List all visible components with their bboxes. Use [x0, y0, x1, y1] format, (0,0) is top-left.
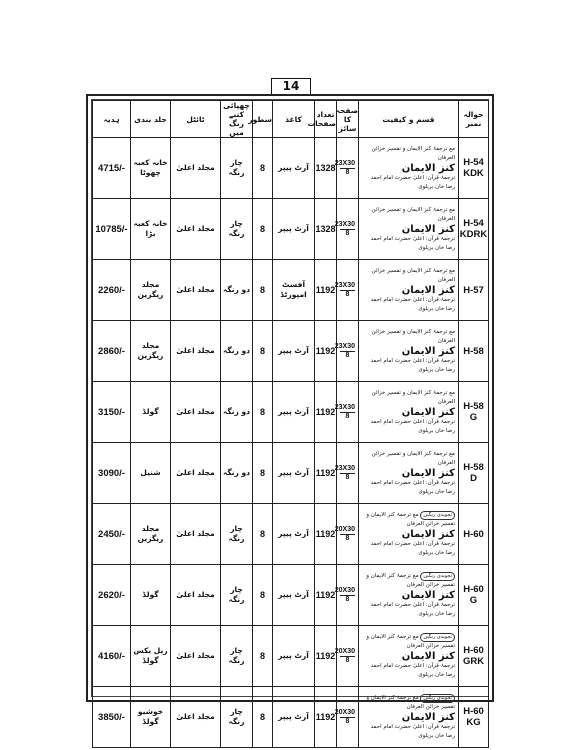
paper-cell: آرٹ پیپر	[273, 382, 315, 443]
header-desc: قسم و کیفیت	[359, 101, 459, 138]
size-fraction-bottom: 8	[345, 534, 350, 542]
ref-suffix: G	[469, 412, 478, 423]
desc-subtitle: مع ترجمۂ کنز الایمان و تفسیر خزائن العرفان	[366, 572, 455, 588]
header-ref: حوالہ نمبر	[459, 101, 489, 138]
catalog-table	[92, 100, 489, 748]
size-cell	[334, 199, 359, 260]
size-fraction-bottom: 8	[345, 412, 350, 420]
header-price: ہدیہ	[93, 101, 131, 138]
title-cell: مجلد اعلیٰ	[171, 321, 221, 382]
desc-subtitle: مع ترجمۂ کنز الایمان و تفسیر خزائن العرفان	[366, 633, 455, 649]
desc-title: کنز الایمان	[401, 711, 455, 723]
ref-suffix: G	[469, 595, 478, 606]
tajweed-badge: تجویدی رنگین	[420, 694, 455, 703]
print-cell: دو رنگہ	[221, 260, 253, 321]
size-fraction-bottom: 8	[345, 595, 350, 603]
header-lines: سطور	[253, 101, 273, 138]
ref-suffix: KDK	[463, 168, 484, 179]
desc-cell	[359, 321, 459, 382]
table-row	[93, 138, 489, 199]
desc-title: کنز الایمان	[401, 467, 455, 479]
print-cell: دو رنگہ	[221, 321, 253, 382]
desc-cell	[359, 199, 459, 260]
desc-subtitle: مع ترجمۂ کنز الایمان و تفسیر خزائن العرفان	[371, 389, 455, 405]
ref-suffix: KDRK	[459, 229, 488, 240]
print-cell: دو رنگہ	[221, 443, 253, 504]
lines-cell: 8	[253, 260, 273, 321]
table-row	[93, 260, 489, 321]
desc-line-1	[362, 511, 455, 529]
print-cell: چار رنگہ	[221, 687, 253, 748]
ref-code: H-60	[463, 706, 484, 717]
title-cell: مجلد اعلیٰ	[171, 199, 221, 260]
title-cell: مجلد اعلیٰ	[171, 504, 221, 565]
binding-cell: مجلد ریگزین	[131, 504, 171, 565]
paper-cell: آرٹ پیپر	[273, 687, 315, 748]
print-cell: چار رنگہ	[221, 626, 253, 687]
desc-line-3: ترجمۂ قرآن: اعلیٰ حضرت امام احمد رضا خان بریلوی	[370, 662, 455, 678]
binding-cell: خانہ کعبہ بڑا	[131, 199, 171, 260]
desc-line-3: ترجمۂ قرآن: اعلیٰ حضرت امام احمد رضا خان بریلوی	[370, 418, 455, 434]
binding-cell: شنیل	[131, 443, 171, 504]
size-cell	[334, 382, 359, 443]
lines-cell: 8	[253, 199, 273, 260]
size-fraction-bottom: 8	[345, 473, 350, 481]
size-cell	[334, 504, 359, 565]
desc-subtitle: مع ترجمۂ کنز الایمان و تفسیر خزائن العرفان	[366, 694, 455, 710]
lines-cell: 8	[253, 626, 273, 687]
size-fraction-bottom: 8	[345, 351, 350, 359]
size-cell	[334, 626, 359, 687]
title-cell: مجلد اعلیٰ	[171, 565, 221, 626]
lines-cell: 8	[253, 687, 273, 748]
size-fraction-top: 20X30	[334, 586, 355, 594]
table-row	[93, 504, 489, 565]
desc-line-1	[362, 694, 455, 712]
size-cell	[334, 565, 359, 626]
pages-cell: 1192	[315, 565, 337, 626]
header-binding: جلد بندی	[131, 101, 171, 138]
header-paper: کاغذ	[273, 101, 315, 138]
price-cell: 2860/-	[93, 321, 131, 382]
pages-cell: 1192	[315, 687, 337, 748]
tajweed-badge: تجویدی رنگین	[420, 633, 455, 642]
ref-cell	[459, 260, 489, 321]
desc-subtitle: مع ترجمۂ کنز الایمان و تفسیر خزائن العرفان	[366, 511, 455, 527]
size-cell	[334, 260, 359, 321]
desc-line-3: ترجمۂ قرآن: اعلیٰ حضرت امام احمد رضا خان بریلوی	[370, 479, 455, 495]
size-fraction-top: 20X30	[334, 647, 355, 655]
header-row	[93, 101, 489, 138]
ref-code: H-54	[463, 218, 484, 229]
paper-cell: آرٹ پیپر	[273, 504, 315, 565]
size-fraction-bottom: 8	[345, 290, 350, 298]
pages-cell: 1192	[315, 504, 337, 565]
table-row	[93, 565, 489, 626]
size-fraction-top: 23X30	[334, 403, 355, 411]
paper-cell: آرٹ پیپر	[273, 321, 315, 382]
table-row	[93, 687, 489, 748]
desc-line-3: ترجمۂ قرآن: اعلیٰ حضرت امام احمد رضا خان بریلوی	[370, 540, 455, 556]
lines-cell: 8	[253, 321, 273, 382]
ref-code: H-60	[463, 645, 484, 656]
desc-cell	[359, 138, 459, 199]
table-body	[93, 138, 489, 748]
print-cell: چار رنگہ	[221, 199, 253, 260]
size-fraction-top: 23X30	[334, 220, 355, 228]
ref-code: H-58	[463, 345, 484, 357]
desc-line-1	[362, 572, 455, 590]
size-cell	[334, 138, 359, 199]
size-fraction-top: 23X30	[334, 342, 355, 350]
price-cell: 2620/-	[93, 565, 131, 626]
price-cell: 3150/-	[93, 382, 131, 443]
desc-subtitle: مع ترجمۂ کنز الایمان و تفسیر خزائن العرفان	[371, 206, 455, 222]
size-fraction-top: 23X30	[334, 281, 355, 289]
price-cell: 4160/-	[93, 626, 131, 687]
paper-cell: آرٹ پیپر	[273, 138, 315, 199]
size-fraction-top: 23X30	[334, 464, 355, 472]
table-row	[93, 321, 489, 382]
binding-cell: خوشبو گولڈ	[131, 687, 171, 748]
desc-title: کنز الایمان	[401, 528, 455, 540]
paper-cell: آرٹ پیپر	[273, 443, 315, 504]
ref-cell	[459, 199, 489, 260]
lines-cell: 8	[253, 443, 273, 504]
header-print: چھپائی کتنے رنگ میں	[221, 101, 253, 138]
paper-cell: آفسٹ امپورٹڈ	[273, 260, 315, 321]
desc-cell	[359, 443, 459, 504]
title-cell: مجلد اعلیٰ	[171, 626, 221, 687]
price-cell: 2260/-	[93, 260, 131, 321]
desc-title: کنز الایمان	[401, 162, 455, 174]
desc-cell	[359, 260, 459, 321]
ref-cell	[459, 565, 489, 626]
desc-line-3: ترجمۂ قرآن: اعلیٰ حضرت امام احمد رضا خان بریلوی	[370, 357, 455, 373]
desc-line-3: ترجمۂ قرآن: اعلیٰ حضرت امام احمد رضا خان بریلوی	[370, 723, 455, 739]
size-cell	[334, 321, 359, 382]
ref-code: H-58	[463, 462, 484, 473]
desc-line-1	[362, 267, 455, 285]
print-cell: دو رنگہ	[221, 382, 253, 443]
table-row	[93, 626, 489, 687]
page-number: 14	[271, 78, 311, 95]
print-cell: چار رنگہ	[221, 565, 253, 626]
desc-line-3: ترجمۂ قرآن: اعلیٰ حضرت امام احمد رضا خان بریلوی	[370, 296, 455, 312]
table-row	[93, 443, 489, 504]
pages-cell: 1192	[315, 626, 337, 687]
desc-subtitle: مع ترجمۂ کنز الایمان و تفسیر خزائن العرفان	[371, 328, 455, 344]
ref-code: H-58	[463, 401, 484, 412]
tajweed-badge: تجویدی رنگین	[420, 572, 455, 581]
desc-title: کنز الایمان	[401, 406, 455, 418]
ref-cell	[459, 443, 489, 504]
catalog-frame	[86, 94, 494, 739]
desc-cell	[359, 565, 459, 626]
desc-subtitle: مع ترجمۂ کنز الایمان و تفسیر خزائن العرفان	[371, 267, 455, 283]
desc-line-1	[362, 633, 455, 651]
size-fraction-top: 23X30	[334, 159, 355, 167]
desc-line-1	[362, 145, 455, 163]
size-fraction-bottom: 8	[345, 229, 350, 237]
pages-cell: 1192	[315, 321, 337, 382]
price-cell: 3090/-	[93, 443, 131, 504]
size-cell	[334, 443, 359, 504]
binding-cell: گولڈ	[131, 565, 171, 626]
paper-cell: آرٹ پیپر	[273, 199, 315, 260]
size-fraction-bottom: 8	[345, 168, 350, 176]
desc-subtitle: مع ترجمۂ کنز الایمان و تفسیر خزائن العرفان	[371, 145, 455, 161]
size-fraction-top: 20X30	[334, 525, 355, 533]
print-cell: چار رنگہ	[221, 138, 253, 199]
price-cell: 2450/-	[93, 504, 131, 565]
binding-cell: مجلد ریگزین	[131, 321, 171, 382]
ref-code: H-60	[463, 528, 484, 540]
pages-cell: 1192	[315, 443, 337, 504]
desc-line-1	[362, 206, 455, 224]
title-cell: مجلد اعلیٰ	[171, 443, 221, 504]
ref-cell	[459, 138, 489, 199]
desc-subtitle: مع ترجمۂ کنز الایمان و تفسیر خزائن العرفان	[371, 450, 455, 466]
desc-title: کنز الایمان	[401, 345, 455, 357]
paper-cell: آرٹ پیپر	[273, 565, 315, 626]
pages-cell: 1328	[315, 138, 337, 199]
header-title: ٹائٹل	[171, 101, 221, 138]
size-fraction-bottom: 8	[345, 717, 350, 725]
ref-code: H-54	[463, 157, 484, 168]
desc-title: کنز الایمان	[401, 650, 455, 662]
size-fraction-top: 20X30	[334, 708, 355, 716]
pages-cell: 1328	[315, 199, 337, 260]
price-cell: 4715/-	[93, 138, 131, 199]
desc-line-1	[362, 450, 455, 468]
ref-cell	[459, 382, 489, 443]
ref-cell	[459, 321, 489, 382]
size-cell	[334, 687, 359, 748]
ref-code: H-60	[463, 584, 484, 595]
desc-line-1	[362, 328, 455, 346]
ref-suffix: D	[470, 473, 477, 484]
price-cell: 10785/-	[93, 199, 131, 260]
ref-cell	[459, 504, 489, 565]
ref-cell	[459, 687, 489, 748]
table-row	[93, 199, 489, 260]
desc-cell	[359, 504, 459, 565]
lines-cell: 8	[253, 504, 273, 565]
title-cell: مجلد اعلیٰ	[171, 687, 221, 748]
desc-title: کنز الایمان	[401, 223, 455, 235]
binding-cell: خانہ کعبہ چھوٹا	[131, 138, 171, 199]
desc-cell	[359, 687, 459, 748]
title-cell: مجلد اعلیٰ	[171, 382, 221, 443]
title-cell: مجلد اعلیٰ	[171, 138, 221, 199]
ref-suffix: GRK	[462, 656, 485, 667]
desc-cell	[359, 626, 459, 687]
desc-cell	[359, 382, 459, 443]
binding-cell: ریل بکس گولڈ	[131, 626, 171, 687]
lines-cell: 8	[253, 382, 273, 443]
title-cell: مجلد اعلیٰ	[171, 260, 221, 321]
table-row	[93, 382, 489, 443]
desc-title: کنز الایمان	[401, 589, 455, 601]
ref-cell	[459, 626, 489, 687]
pages-cell: 1192	[315, 382, 337, 443]
header-size: صفحہ کا سائز	[337, 101, 359, 138]
desc-line-1	[362, 389, 455, 407]
desc-line-3: ترجمۂ قرآن: اعلیٰ حضرت امام احمد رضا خان بریلوی	[370, 174, 455, 190]
header-pages: تعداد صفحات	[315, 101, 337, 138]
print-cell: چار رنگہ	[221, 504, 253, 565]
pages-cell: 1192	[315, 260, 337, 321]
size-fraction-bottom: 8	[345, 656, 350, 664]
binding-cell: مجلد ریگزین	[131, 260, 171, 321]
tajweed-badge: تجویدی رنگین	[420, 511, 455, 520]
ref-suffix: KG	[466, 717, 481, 728]
desc-title: کنز الایمان	[401, 284, 455, 296]
ref-code: H-57	[463, 284, 484, 296]
desc-line-3: ترجمۂ قرآن: اعلیٰ حضرت امام احمد رضا خان بریلوی	[370, 601, 455, 617]
paper-cell: آرٹ پیپر	[273, 626, 315, 687]
lines-cell: 8	[253, 138, 273, 199]
binding-cell: گولڈ	[131, 382, 171, 443]
desc-line-3: ترجمۂ قرآن: اعلیٰ حضرت امام احمد رضا خان بریلوی	[370, 235, 455, 251]
lines-cell: 8	[253, 565, 273, 626]
price-cell: 3850/-	[93, 687, 131, 748]
